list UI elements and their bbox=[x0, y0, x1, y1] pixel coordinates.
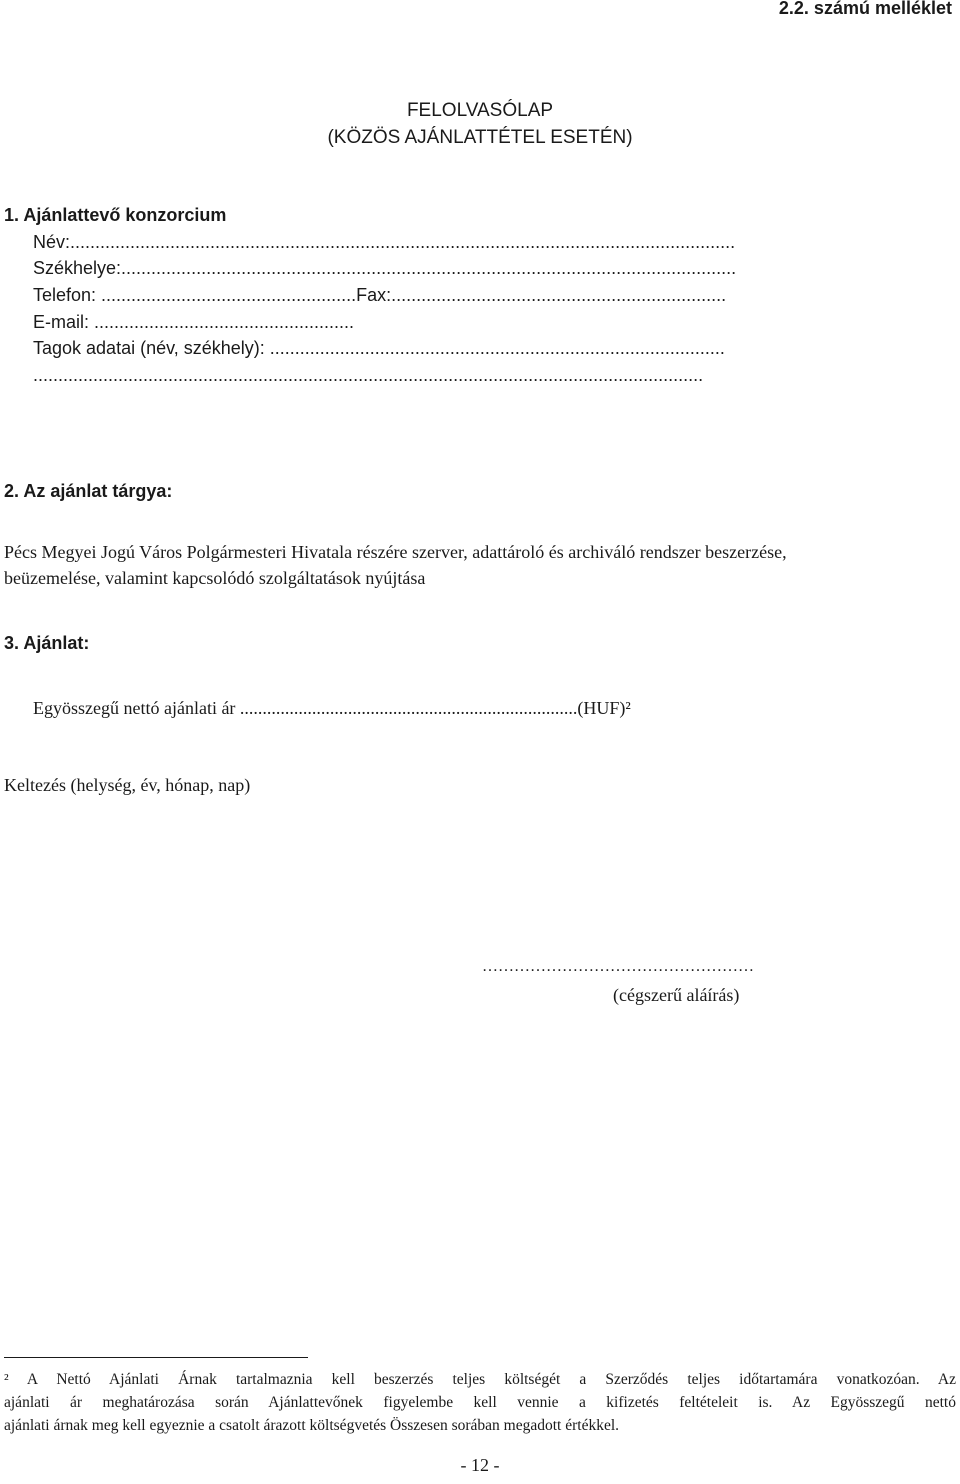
field-members-cont: ...................................................................................................................................... bbox=[33, 365, 704, 385]
field-members: Tagok adatai (név, székhely): ........................................................................................... bbox=[33, 338, 725, 358]
annex-label: 2.2. számú melléklet bbox=[778, 0, 952, 18]
page-subtitle: (KÖZÖS AJÁNLATTÉTEL ESETÉN) bbox=[327, 127, 633, 148]
section3-heading: 3. Ajánlat: bbox=[4, 633, 90, 653]
section1-heading: 1. Ajánlattevő konzorcium bbox=[4, 205, 227, 225]
field-phone-fax: Telefon: ...................................................Fax:................................................................... bbox=[33, 285, 727, 305]
field-name: Név:..................................................................................................................................... bbox=[33, 232, 736, 252]
date-line: Keltezés (helység, év, hónap, nap) bbox=[4, 775, 251, 795]
subject-line-2: beüzemelése, valamint kapcsolódó szolgáltatások nyújtása bbox=[4, 568, 426, 588]
page-number: - 12 - bbox=[460, 1455, 500, 1475]
signature-label: (cégszerű aláírás) bbox=[613, 985, 740, 1005]
footnote-separator bbox=[4, 1357, 308, 1358]
net-price-line: Egyösszegű nettó ajánlati ár ...........................................................................(HUF)² bbox=[33, 698, 631, 718]
page-title: FELOLVASÓLAP bbox=[406, 100, 554, 121]
footnote-line-1: ² A Nettó Ajánlati Árnak tartalmaznia kell beszerzés teljes költségét a Szerződés teljes időtartamára vonatkozóan. Az bbox=[4, 1371, 956, 1388]
footnote-line-3: ajánlati árnak meg kell egyeznie a csatolt árazott költségvetés Összesen sorában megadott értékkel. bbox=[4, 1417, 620, 1434]
field-email: E-mail: .................................................... bbox=[33, 312, 355, 332]
section2-heading: 2. Az ajánlat tárgya: bbox=[4, 481, 173, 501]
field-seat: Székhelye:........................................................................................................................... bbox=[33, 258, 737, 278]
signature-line: …………………………………………… bbox=[482, 958, 754, 975]
subject-line-1: Pécs Megyei Jogú Város Polgármesteri Hivatala részére szerver, adattároló és archiváló rendszer beszerzése, bbox=[4, 542, 787, 562]
footnote-line-2: ajánlati ár meghatározása során Ajánlattevőnek figyelembe kell vennie a kifizetés feltételeit is. Az Egyösszegű nettó bbox=[4, 1394, 956, 1411]
